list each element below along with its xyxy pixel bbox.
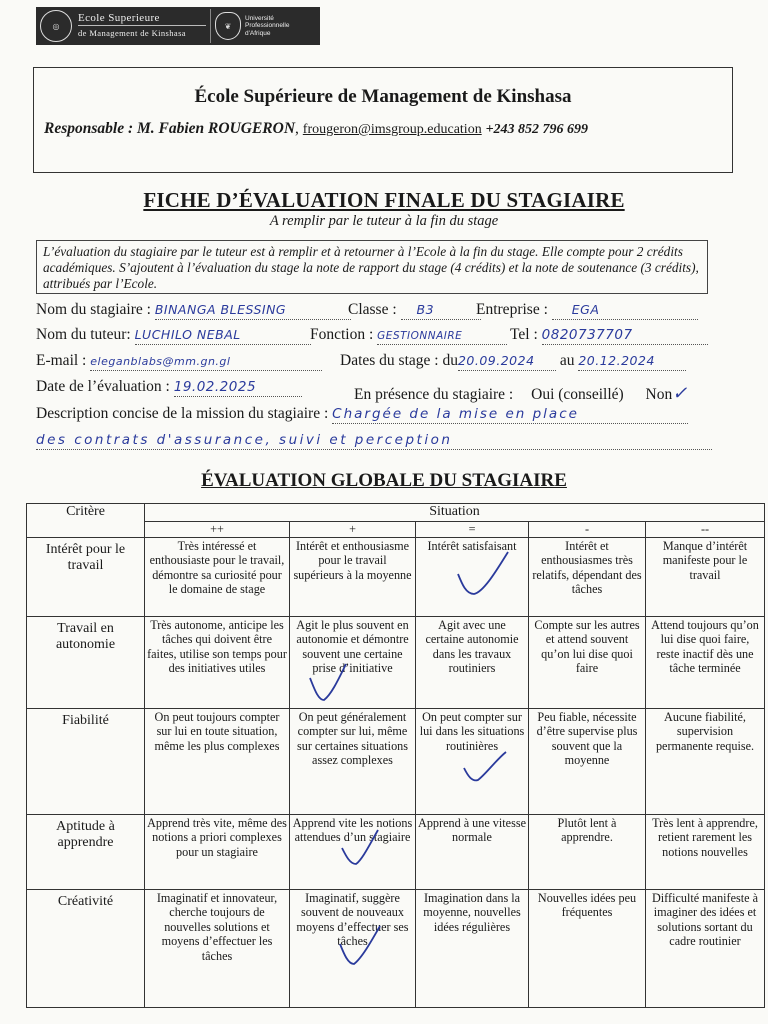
internship-dates-label: Dates du stage : du (340, 352, 458, 369)
partner-logo-line3: d'Afrique (245, 29, 271, 37)
level-header: + (290, 521, 416, 537)
responsable-phone: +243 852 796 699 (485, 122, 589, 137)
level-cell[interactable]: Agit avec une certaine autonomie dans les travaux routiniers (416, 616, 529, 708)
checkmark-icon (460, 748, 510, 788)
function-value: GESTIONNAIRE (377, 330, 463, 342)
level-cell[interactable]: Attend toujours qu’on lui dise quoi faire, reste inactif dès une tâche terminée (646, 616, 765, 708)
logo-banner (36, 7, 320, 45)
criterion-header: Critère (27, 504, 145, 538)
level-cell[interactable]: Très intéressé et enthousiaste pour le travail, démontre sa curiosité pour le domaine de stage (145, 537, 290, 616)
school-logo-line1: Ecole Superieure (78, 12, 160, 24)
class-label: Classe : (348, 301, 397, 318)
level-cell[interactable]: Intérêt et enthousiasmes très relatifs, dépendant des tâches (529, 537, 646, 616)
evaluation-table (26, 503, 765, 1008)
level-cell[interactable]: Intérêt et enthousiasme pour le travail supérieurs à la moyenne (290, 537, 416, 616)
company-value: EGA (571, 302, 600, 317)
mission-input-line2[interactable] (36, 431, 712, 450)
level-cell[interactable]: Très lent à apprendre, retient rarement les notions nouvelles (646, 814, 765, 889)
level-cell[interactable]: Apprend très vite, même des notions a priori complexes pour un stagiaire (145, 814, 290, 889)
table-row (27, 814, 765, 889)
criterion-cell: Créativité (27, 889, 145, 1007)
level-cell[interactable]: Peu fiable, nécessite d’être supervise plus souvent que la moyenne (529, 708, 646, 814)
partner-logo-line2: Professionnelle (245, 22, 290, 30)
mission-field (36, 405, 688, 424)
logo-divider (210, 9, 211, 43)
tutor-name-field (36, 326, 311, 345)
phone-field (510, 326, 708, 345)
company-input[interactable] (552, 301, 698, 320)
class-field (348, 301, 481, 320)
phone-label: Tel : (510, 326, 538, 343)
date-to-value: 20.12.2024 (578, 353, 655, 368)
presence-label: En présence du stagiaire : (354, 386, 514, 403)
checkmark-icon (338, 826, 382, 870)
mission-value-line2: des contrats d'assurance, suivi et perception (36, 432, 453, 448)
function-field (310, 326, 507, 345)
level-cell[interactable]: Imagination dans la moyenne, nouvelles idées régulières (416, 889, 529, 1007)
presence-yes-option[interactable]: Oui (conseillé) (531, 386, 624, 403)
table-header-row (27, 504, 765, 522)
responsable-line: Responsable : M. Fabien ROUGERON, frougeron@imsgroup.education +243 852 796 699 (44, 120, 589, 137)
level-cell[interactable]: On peut généralement compter sur lui, même sur certaines situations assez complexes (290, 708, 416, 814)
internship-dates-field (340, 352, 686, 371)
level-header: -- (646, 521, 765, 537)
responsable-label: Responsable : M. Fabien ROUGERON (44, 120, 296, 137)
checkmark-icon (306, 660, 350, 706)
form-title: FICHE D’ÉVALUATION FINALE DU STAGIAIRE (143, 188, 625, 212)
mission-field-line2 (36, 431, 712, 450)
email-value: eleganblabs@mm.gn.gl (90, 355, 231, 368)
level-cell[interactable]: Apprend à une vitesse normale (416, 814, 529, 889)
criterion-cell: Travail en autonomie (27, 616, 145, 708)
company-field (476, 301, 698, 320)
function-label: Fonction : (310, 326, 374, 343)
date-from-input[interactable] (458, 352, 556, 371)
function-input[interactable] (377, 326, 507, 345)
level-cell[interactable]: Agit le plus souvent en autonomie et démontre souvent une certaine prise d’initiative (290, 616, 416, 708)
partner-logo (245, 15, 289, 38)
checkmark-icon (336, 922, 384, 970)
evaluation-date-input[interactable] (174, 378, 302, 397)
mission-value-line1: Chargée de la mise en place (332, 406, 579, 422)
tutor-name-value: LUCHILO NEBAL (134, 327, 241, 342)
email-label: E-mail : (36, 352, 87, 369)
table-row (27, 708, 765, 814)
email-field (36, 352, 322, 371)
lion-logo-icon: ❦ (215, 12, 241, 40)
global-evaluation-title: ÉVALUATION GLOBALE DU STAGIAIRE (201, 470, 567, 491)
level-cell[interactable]: Imaginatif, suggère souvent de nouveaux moyens d’effectuer ses tâches (290, 889, 416, 1007)
company-label: Entreprise : (476, 301, 548, 318)
form-subtitle: A remplir par le tuteur à la fin du stage (269, 213, 499, 229)
level-cell[interactable]: Plutôt lent à apprendre. (529, 814, 646, 889)
responsable-email[interactable]: frougeron@imsgroup.education (302, 122, 482, 137)
level-cell[interactable]: Imaginatif et innovateur, cherche toujours de nouvelles solutions et moyens d’effectuer les tâches (145, 889, 290, 1007)
trainee-name-input[interactable] (155, 301, 351, 320)
level-header: ++ (145, 521, 290, 537)
school-seal-icon: ◎ (40, 10, 72, 42)
school-header-box (33, 67, 733, 173)
table-row (27, 616, 765, 708)
mission-input-line1[interactable] (332, 405, 688, 424)
date-to-label: au (559, 352, 575, 369)
trainee-name-value: BINANGA BLESSING (154, 302, 287, 317)
table-row (27, 889, 765, 1007)
level-cell[interactable]: Aucune fiabilité, supervision permanente requise. (646, 708, 765, 814)
trainee-name-field (36, 301, 351, 320)
checkmark-icon (454, 548, 514, 602)
level-header: = (416, 521, 529, 537)
instructions-note: L’évaluation du stagiaire par le tuteur est à remplir et à retourner à l’Ecole à la fin du stage. Elle compte pour 2 crédits académiques. S’ajoutent à l’évaluation du stage la note de rapport du stage (4 crédits) et la note de soutenance (3 crédits), attribués par l’Ecole. (36, 240, 708, 294)
level-cell[interactable]: Manque d’intérêt manifeste pour le travail (646, 537, 765, 616)
date-to-input[interactable] (578, 352, 686, 371)
criterion-cell: Aptitude à apprendre (27, 814, 145, 889)
level-cell[interactable]: Difficulté manifeste à imaginer des idées et solutions sortant du cadre routinier (646, 889, 765, 1007)
school-logo-line2: de Management de Kinshasa (78, 25, 206, 40)
table-row (27, 537, 765, 616)
presence-field (354, 383, 687, 404)
level-cell[interactable]: Très autonome, anticipe les tâches qui doivent être faites, utilise son temps pour des initiatives utiles (145, 616, 290, 708)
school-logo (78, 12, 206, 40)
presence-no-checkmark: ✓ (672, 383, 688, 403)
level-cell[interactable]: Compte sur les autres et attend souvent qu’on lui dise quoi faire (529, 616, 646, 708)
level-cell[interactable]: On peut compter sur lui dans les situations routinières (416, 708, 529, 814)
situation-header: Situation (145, 504, 765, 522)
evaluation-date-value: 19.02.2025 (173, 379, 257, 395)
evaluation-date-label: Date de l’évaluation : (36, 378, 170, 395)
tutor-name-label: Nom du tuteur: (36, 326, 131, 343)
class-value: B3 (416, 302, 435, 317)
level-cell[interactable]: On peut toujours compter sur lui en toute situation, même les plus complexes (145, 708, 290, 814)
partner-logo-line1: Université (245, 14, 274, 22)
school-name: École Supérieure de Management de Kinshasa (194, 86, 572, 107)
phone-value: 0820737707 (541, 327, 633, 343)
class-input[interactable] (401, 301, 481, 320)
trainee-name-label: Nom du stagiaire : (36, 301, 151, 318)
phone-input[interactable] (542, 326, 708, 345)
tutor-name-input[interactable] (135, 326, 311, 345)
criterion-cell: Fiabilité (27, 708, 145, 814)
mission-label: Description concise de la mission du stagiaire : (36, 405, 329, 422)
criterion-cell: Intérêt pour le travail (27, 537, 145, 616)
presence-no-option[interactable]: Non (645, 386, 673, 403)
email-input[interactable] (90, 352, 322, 371)
date-from-value: 20.09.2024 (457, 353, 535, 368)
level-cell[interactable]: Apprend vite les notions attendues d’un stagiaire (290, 814, 416, 889)
evaluation-date-field (36, 378, 302, 397)
level-cell[interactable]: Nouvelles idées peu fréquentes (529, 889, 646, 1007)
level-header: - (529, 521, 646, 537)
level-cell[interactable]: Intérêt satisfaisant (416, 537, 529, 616)
